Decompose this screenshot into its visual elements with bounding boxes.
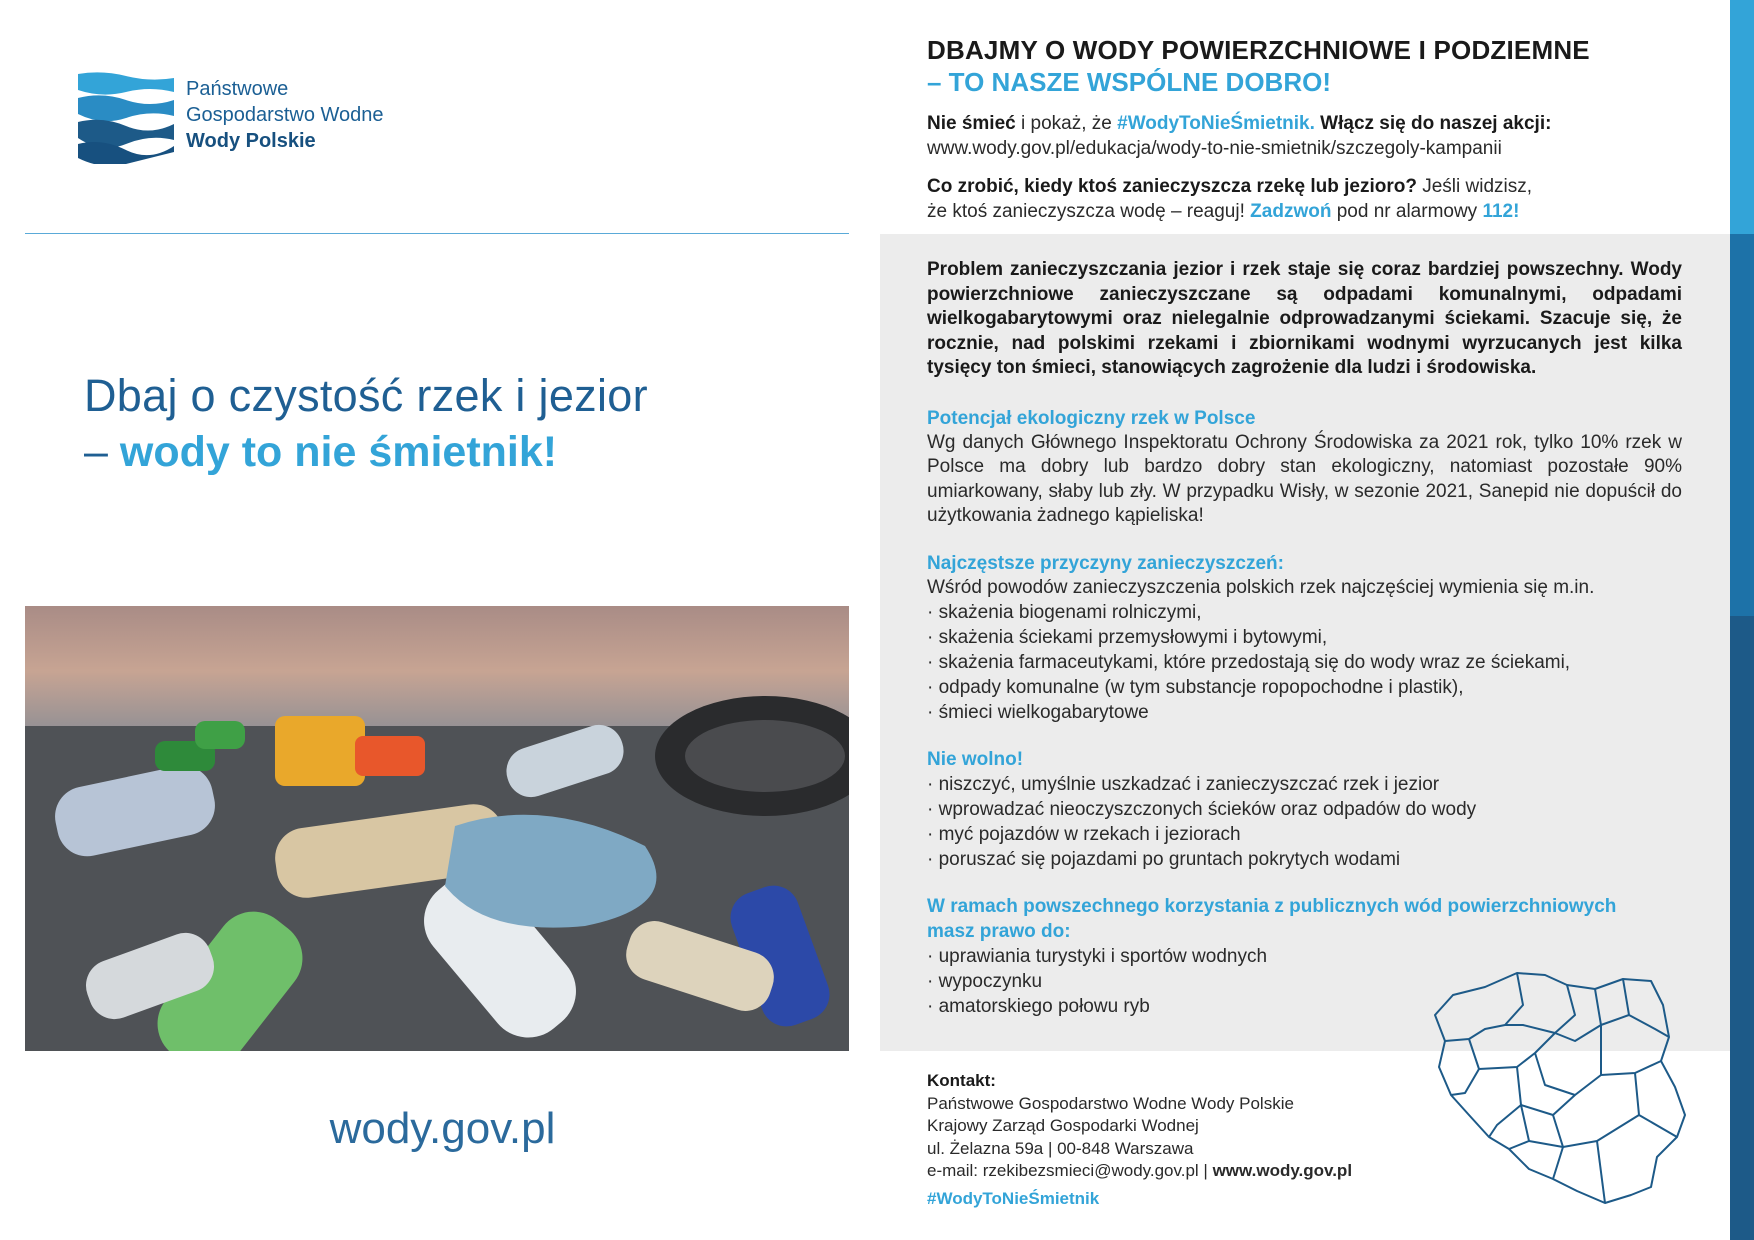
list-item: · uprawiania turystyki i sportów wodnych [927,946,1268,967]
emergency-call: Zadzwoń [1250,201,1332,222]
headline-line1: Dbaj o czystość rzek i jezior [84,370,648,421]
title-line1: DBAJMY O WODY POWIERZCHNIOWE I PODZIEMNE [927,35,1590,65]
poland-map-icon [1425,965,1695,1215]
list-item: · poruszać się pojazdami po gruntach pokrytych wodami [927,849,1401,870]
campaign-header [927,34,1687,224]
action-bold2: Włącz się do naszej akcji: [1314,113,1552,134]
logo-line3: Wody Polskie [186,130,316,152]
headline [84,368,824,480]
logo-line2: Gospodarstwo Wodne [186,104,384,126]
action-url[interactable]: www.wody.gov.pl/edukacja/wody-to-nie-smietnik/szczegoly-kampanii [927,138,1502,159]
contact-website[interactable]: www.wody.gov.pl [1212,1161,1353,1180]
contact-line3: ul. Żelazna 59a | 00-848 Warszawa [927,1138,1194,1158]
section-text-potential: Wg danych Głównego Inspektoratu Ochrony Środowiska za 2021 rok, tylko 10% rzek w Polsce ma dobry lub bardzo dobry stan ekologiczny, natomiast pozostałe 90% umiarkowany, słaby lub zły. W przypadku Wisły, w sezonie 2021, Sanepid nie dopuścił do użytkowania żadnego kąpieliska! [927,431,1682,526]
emergency-line2 [927,199,1687,224]
list-item: · amatorskiego połowu ryb [927,996,1150,1017]
contact-email[interactable]: e-mail: rzekibezsmieci@wody.gov.pl | [927,1161,1213,1180]
logo [78,72,398,172]
list-item: · skażenia biogenami rolniczymi, [927,602,1202,623]
list-item: · wypoczynku [927,971,1043,992]
contact-hashtag[interactable]: #WodyToNieŚmietnik [927,1188,1100,1208]
headline-line2 [84,424,824,480]
action-text1: i pokaż, że [1015,113,1118,134]
logo-text [186,76,384,154]
headline-dash: – [84,428,108,476]
accent-bar-middle [1730,234,1754,616]
section-heading-rights: W ramach powszechnego korzystania z publicznych wód powierzchniowych [927,896,1617,917]
waves-logo-icon [78,72,174,164]
action-paragraph [927,111,1687,136]
section-heading-forbidden: Nie wolno! [927,749,1024,770]
headline-emphasis: wody to nie śmietnik! [119,428,558,476]
list-item: · odpady komunalne (w tym substancje ropopochodne i plastik), [927,677,1464,698]
intro-paragraph: Problem zanieczyszczania jezior i rzek staje się coraz bardziej powszechny. Wody powierzchniowe zanieczyszczane są odpadami komunalnymi, odpadami wielkogabarytowymi oraz nielegalnie odprowadzanymi ściekami. Szacuje się, że rocznie, nad polskimi rzekami i zbiornikami wodnymi wyrzucanych jest kilka tysięcy ton śmieci, stanowiących zagrożenie dla ludzi i środowiska. [927,259,1682,378]
emergency-text3: pod nr alarmowy [1331,201,1483,222]
emergency-paragraph [927,174,1687,199]
emergency-bold: Co zrobić, kiedy ktoś zanieczyszcza rzekę lub jezioro? [927,176,1417,197]
action-bold1: Nie śmieć [927,113,1016,134]
footer-website[interactable]: wody.gov.pl [329,1104,556,1153]
list-item: · wprowadzać nieoczyszczonych ścieków oraz odpadów do wody [927,799,1477,820]
list-item: · śmieci wielkogabarytowe [927,702,1149,723]
emergency-text2: że ktoś zanieczyszcza wodę – reaguj! [927,201,1251,222]
info-content [927,258,1682,1019]
contact-line1: Państwowe Gospodarstwo Wodne Wody Polskie [927,1093,1294,1113]
action-hashtag[interactable]: #WodyToNieŚmietnik. [1117,113,1315,134]
emergency-text1: Jeśli widzisz, [1416,176,1533,197]
list-item: · myć pojazdów w rzekach i jeziorach [927,824,1241,845]
contact-line2: Krajowy Zarząd Gospodarki Wodnej [927,1116,1199,1135]
divider [25,233,849,234]
contact-block [927,1070,1427,1210]
section-text-causes: Wśród powodów zanieczyszczenia polskich rzek najczęściej wymienia się m.in. [927,576,1595,598]
section-heading-potential: Potencjał ekologiczny rzek w Polsce [927,407,1256,429]
list-item: · niszczyć, umyślnie uszkadzać i zanieczyszczać rzek i jezior [927,774,1440,795]
title-line2: – TO NASZE WSPÓLNE DOBRO! [927,67,1331,97]
accent-bar-top [1730,0,1754,234]
list-item: · skażenia ściekami przemysłowymi i bytowymi, [927,627,1328,648]
section-heading-rights-2: masz prawo do: [927,921,1071,942]
polluted-riverbank-photo [25,606,849,1051]
emergency-number: 112! [1482,201,1520,222]
accent-bar-bottom [1730,616,1754,1240]
contact-line4 [927,1160,1427,1183]
logo-line1: Państwowe [186,78,289,100]
contact-title: Kontakt: [927,1071,996,1090]
section-heading-causes: Najczęstsze przyczyny zanieczyszczeń: [927,552,1284,574]
list-item: · skażenia farmaceutykami, które przedostają się do wody wraz ze ściekami, [927,652,1571,673]
